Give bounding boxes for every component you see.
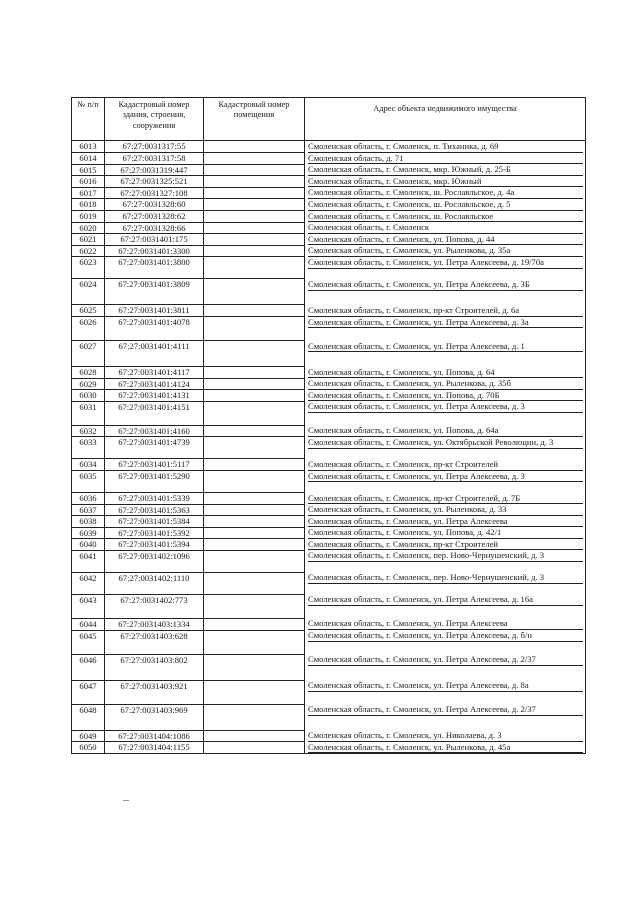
cell-room-cadastral xyxy=(204,618,305,630)
cell-building-cadastral: 67:27:0031401:4131 xyxy=(105,390,204,402)
cell-room-cadastral xyxy=(204,153,305,165)
cell-room-cadastral xyxy=(204,317,305,341)
cell-num: 6030 xyxy=(72,390,105,402)
cell-room-cadastral xyxy=(204,742,305,754)
cell-address xyxy=(305,245,586,257)
cell-room-cadastral xyxy=(204,437,305,459)
cell-room-cadastral xyxy=(204,390,305,402)
table-row xyxy=(72,199,586,211)
cell-building-cadastral: 67:27:0031403:802 xyxy=(105,654,204,680)
cell-num: 6043 xyxy=(72,594,105,618)
cell-room-cadastral xyxy=(204,471,305,493)
cell-room-cadastral xyxy=(204,401,305,425)
cell-building-cadastral: 67:27:0031401:4151 xyxy=(105,401,204,425)
cell-address xyxy=(305,742,586,754)
address-text: Смоленская область, г. Смоленск, пер. Ново-Чернушенский, д. 3 xyxy=(308,572,583,584)
cell-address xyxy=(305,594,586,618)
cell-building-cadastral: 67:27:0031402:773 xyxy=(105,594,204,618)
table-row xyxy=(72,550,586,572)
cell-address xyxy=(305,390,586,402)
address-text: Смоленская область, г. Смоленск xyxy=(308,222,583,234)
address-text: Смоленская область, г. Смоленск, п. Тиханика, д. 69 xyxy=(308,141,583,153)
cell-num: 6015 xyxy=(72,164,105,176)
address-text: Смоленская область, г. Смоленск, пр-кт Строителей, д. 6а xyxy=(308,305,583,317)
cell-room-cadastral xyxy=(204,222,305,234)
cell-address xyxy=(305,401,586,425)
address-text: Смоленская область, г. Смоленск, пр-кт Строителей, д. 7Б xyxy=(308,493,583,505)
cell-address xyxy=(305,704,586,730)
cell-building-cadastral: 67:27:0031401:4739 xyxy=(105,437,204,459)
cell-num: 6050 xyxy=(72,742,105,754)
table-row xyxy=(72,222,586,234)
address-text: Смоленская область, г. Смоленск, ул. Петра Алексеева, д. 3 xyxy=(308,401,583,413)
cell-num: 6036 xyxy=(72,493,105,505)
address-text: Смоленская область, г. Смоленск, мкр. Южный xyxy=(308,176,583,188)
cell-room-cadastral xyxy=(204,199,305,211)
cell-room-cadastral xyxy=(204,367,305,379)
table-header xyxy=(72,98,586,141)
header-row xyxy=(72,98,586,141)
cell-num: 6031 xyxy=(72,401,105,425)
cell-address xyxy=(305,187,586,199)
cell-room-cadastral xyxy=(204,459,305,471)
cell-building-cadastral: 67:27:0031317:55 xyxy=(105,141,204,153)
cell-building-cadastral: 67:27:0031328:62 xyxy=(105,211,204,223)
cell-num: 6024 xyxy=(72,279,105,305)
table-row xyxy=(72,742,586,754)
cell-address xyxy=(305,680,586,704)
cell-address xyxy=(305,493,586,505)
address-text: Смоленская область, г. Смоленск, ул. Петра Алексеева, д. 16а xyxy=(308,594,583,606)
cell-building-cadastral: 67:27:0031401:3809 xyxy=(105,279,204,305)
cell-building-cadastral: 67:27:0031401:3811 xyxy=(105,305,204,317)
cell-building-cadastral: 67:27:0031401:3300 xyxy=(105,245,204,257)
address-text: Смоленская область, г. Смоленск, ул. Рыленкова, д. 33 xyxy=(308,504,583,516)
document-page xyxy=(71,97,585,754)
cell-num: 6048 xyxy=(72,704,105,730)
cell-address xyxy=(305,176,586,188)
cell-num: 6014 xyxy=(72,153,105,165)
table-row xyxy=(72,390,586,402)
table-row xyxy=(72,437,586,459)
address-text: Смоленская область, г. Смоленск, ул. Попова, д. 64а xyxy=(308,425,583,437)
address-text: Смоленская область, г. Смоленск, ул. Петра Алексеева xyxy=(308,618,583,630)
table-row xyxy=(72,153,586,165)
cell-building-cadastral: 67:27:0031317:58 xyxy=(105,153,204,165)
cell-building-cadastral: 67:27:0031401:4160 xyxy=(105,425,204,437)
address-text: Смоленская область, г. Смоленск, ул. Петра Алексеева, д. б/н xyxy=(308,630,583,642)
table-row xyxy=(72,504,586,516)
cell-num: 6035 xyxy=(72,471,105,493)
table-row xyxy=(72,425,586,437)
cell-room-cadastral xyxy=(204,234,305,246)
cell-address xyxy=(305,630,586,654)
cell-address xyxy=(305,572,586,594)
cell-building-cadastral: 67:27:0031404:1086 xyxy=(105,730,204,742)
table-row xyxy=(72,654,586,680)
cell-address xyxy=(305,539,586,551)
cell-room-cadastral xyxy=(204,504,305,516)
cell-room-cadastral xyxy=(204,245,305,257)
cell-address xyxy=(305,550,586,572)
cell-address xyxy=(305,279,586,305)
cell-room-cadastral xyxy=(204,630,305,654)
table-row xyxy=(72,471,586,493)
cell-building-cadastral: 67:27:0031401:5392 xyxy=(105,527,204,539)
cell-building-cadastral: 67:27:0031401:5363 xyxy=(105,504,204,516)
address-text: Смоленская область, г. Смоленск, ш. Рославльское xyxy=(308,211,583,223)
cell-room-cadastral xyxy=(204,572,305,594)
cell-room-cadastral xyxy=(204,680,305,704)
cell-num: 6016 xyxy=(72,176,105,188)
cell-num: 6049 xyxy=(72,730,105,742)
cell-building-cadastral: 67:27:0031401:4111 xyxy=(105,341,204,367)
cell-num: 6019 xyxy=(72,211,105,223)
cell-address xyxy=(305,425,586,437)
cell-num: 6020 xyxy=(72,222,105,234)
cell-num: 6034 xyxy=(72,459,105,471)
address-text: Смоленская область, г. Смоленск, пр-кт Строителей xyxy=(308,459,583,471)
table-row xyxy=(72,527,586,539)
address-text: Смоленская область, г. Смоленск, ш. Рославльское, д. 5 xyxy=(308,199,583,211)
cell-building-cadastral: 67:27:0031401:4124 xyxy=(105,378,204,390)
table-row xyxy=(72,516,586,528)
cell-room-cadastral xyxy=(204,527,305,539)
table-row xyxy=(72,618,586,630)
cell-num: 6025 xyxy=(72,305,105,317)
address-text: Смоленская область, г. Смоленск, пер. Ново-Чернушенский, д. 3 xyxy=(308,550,583,562)
cell-room-cadastral xyxy=(204,704,305,730)
cell-address xyxy=(305,618,586,630)
cell-address xyxy=(305,459,586,471)
cell-address xyxy=(305,654,586,680)
cell-building-cadastral: 67:27:0031319:447 xyxy=(105,164,204,176)
address-text: Смоленская область, г. Смоленск, ул. Рыленкова, д. 35а xyxy=(308,245,583,257)
address-text: Смоленская область, г. Смоленск, ул. Петра Алексеева, д. 1 xyxy=(308,341,583,353)
cell-address xyxy=(305,257,586,279)
cell-room-cadastral xyxy=(204,516,305,528)
cell-room-cadastral xyxy=(204,425,305,437)
table-row xyxy=(72,341,586,367)
table-row xyxy=(72,680,586,704)
cell-room-cadastral xyxy=(204,539,305,551)
table-row xyxy=(72,630,586,654)
address-text: Смоленская область, г. Смоленск, ул. Петра Алексеева, д. 3а xyxy=(308,317,583,329)
cell-building-cadastral: 67:27:0031328:60 xyxy=(105,199,204,211)
table-row xyxy=(72,317,586,341)
address-text: Смоленская область, г. Смоленск, ул. Николаева, д. 3 xyxy=(308,730,583,742)
cell-num: 6038 xyxy=(72,516,105,528)
header-num: № п/п xyxy=(72,98,105,141)
cell-num: 6033 xyxy=(72,437,105,459)
table-row xyxy=(72,211,586,223)
table-row xyxy=(72,459,586,471)
cell-num: 6022 xyxy=(72,245,105,257)
cell-room-cadastral xyxy=(204,279,305,305)
cell-room-cadastral xyxy=(204,594,305,618)
cell-building-cadastral: 67:27:0031404:1155 xyxy=(105,742,204,754)
cell-room-cadastral xyxy=(204,257,305,279)
cell-room-cadastral xyxy=(204,550,305,572)
table-row xyxy=(72,493,586,505)
cell-address xyxy=(305,222,586,234)
address-text: Смоленская область, г. Смоленск, ш. Рославльское, д. 4а xyxy=(308,187,583,199)
cell-address xyxy=(305,516,586,528)
cell-num: 6045 xyxy=(72,630,105,654)
cell-num: 6023 xyxy=(72,257,105,279)
cell-room-cadastral xyxy=(204,730,305,742)
cell-address xyxy=(305,164,586,176)
cell-room-cadastral xyxy=(204,187,305,199)
cell-building-cadastral: 67:27:0031327:108 xyxy=(105,187,204,199)
address-text: Смоленская область, г. Смоленск, ул. Петра Алексеева, д. 2/37 xyxy=(308,704,583,716)
cell-building-cadastral: 67:27:0031403:1334 xyxy=(105,618,204,630)
address-text: Смоленская область, г. Смоленск, ул. Попова, д. 44 xyxy=(308,234,583,246)
address-text: Смоленская область, г. Смоленск, ул. Попова, д. 64 xyxy=(308,367,583,379)
address-text: Смоленская область, г. Смоленск, ул. Петра Алексеева, д. 2/37 xyxy=(308,654,583,666)
cell-room-cadastral xyxy=(204,305,305,317)
cell-building-cadastral: 67:27:0031403:628 xyxy=(105,630,204,654)
table-body xyxy=(72,141,586,754)
cell-num: 6021 xyxy=(72,234,105,246)
cell-building-cadastral: 67:27:0031402:1110 xyxy=(105,572,204,594)
cell-room-cadastral xyxy=(204,341,305,367)
cell-address xyxy=(305,317,586,341)
cell-num: 6040 xyxy=(72,539,105,551)
cell-address xyxy=(305,504,586,516)
table-row xyxy=(72,305,586,317)
cell-num: 6042 xyxy=(72,572,105,594)
table-row xyxy=(72,704,586,730)
cell-num: 6041 xyxy=(72,550,105,572)
cell-num: 6017 xyxy=(72,187,105,199)
cell-address xyxy=(305,141,586,153)
address-text: Смоленская область, г. Смоленск, мкр. Южный, д. 25-Б xyxy=(308,164,583,176)
cell-address xyxy=(305,367,586,379)
cell-num: 6039 xyxy=(72,527,105,539)
cell-num: 6047 xyxy=(72,680,105,704)
cell-num: 6018 xyxy=(72,199,105,211)
cell-num: 6027 xyxy=(72,341,105,367)
cell-address xyxy=(305,378,586,390)
header-address: Адрес объекта недвижимого имущества xyxy=(305,98,586,141)
cell-building-cadastral: 67:27:0031401:5384 xyxy=(105,516,204,528)
table-row xyxy=(72,539,586,551)
cell-room-cadastral xyxy=(204,164,305,176)
cell-room-cadastral xyxy=(204,378,305,390)
table-row xyxy=(72,279,586,305)
table-row xyxy=(72,257,586,279)
header-building-cadastral: Кадастровый номер здания, строения, сооружения xyxy=(105,98,204,141)
cell-building-cadastral: 67:27:0031325:521 xyxy=(105,176,204,188)
stray-mark xyxy=(123,800,129,801)
cell-num: 6044 xyxy=(72,618,105,630)
cell-address xyxy=(305,305,586,317)
cell-address xyxy=(305,341,586,367)
cell-num: 6013 xyxy=(72,141,105,153)
address-text: Смоленская область, г. Смоленск, ул. Попова, д. 42/1 xyxy=(308,527,583,539)
cell-num: 6046 xyxy=(72,654,105,680)
cell-room-cadastral xyxy=(204,211,305,223)
table-row xyxy=(72,730,586,742)
address-text: Смоленская область, г. Смоленск, ул. Попова, д. 70Б xyxy=(308,390,583,402)
cell-building-cadastral: 67:27:0031401:5117 xyxy=(105,459,204,471)
address-text: Смоленская область, г. Смоленск, ул. Петра Алексеева, д. 8а xyxy=(308,680,583,692)
property-registry-table xyxy=(71,97,586,754)
table-row xyxy=(72,594,586,618)
cell-num: 6037 xyxy=(72,504,105,516)
cell-address xyxy=(305,730,586,742)
address-text: Смоленская область, г. Смоленск, ул. Петра Алексеева, д. 3Б xyxy=(308,279,583,291)
table-row xyxy=(72,141,586,153)
address-text: Смоленская область, г. Смоленск, ул. Петра Алексеева, д. 3 xyxy=(308,471,583,483)
cell-room-cadastral xyxy=(204,176,305,188)
cell-building-cadastral: 67:27:0031401:5290 xyxy=(105,471,204,493)
table-row xyxy=(72,572,586,594)
address-text: Смоленская область, г. Смоленск, ул. Петра Алексеева, д. 19/70а xyxy=(308,257,583,269)
cell-address xyxy=(305,153,586,165)
cell-address xyxy=(305,211,586,223)
table-row xyxy=(72,234,586,246)
cell-building-cadastral: 67:27:0031403:969 xyxy=(105,704,204,730)
table-row xyxy=(72,176,586,188)
address-text: Смоленская область, г. Смоленск, пр-кт Строителей xyxy=(308,539,583,551)
cell-room-cadastral xyxy=(204,493,305,505)
table-row xyxy=(72,378,586,390)
address-text: Смоленская область, г. Смоленск, ул. Октябрьской Революции, д. 3 xyxy=(308,437,583,449)
cell-building-cadastral: 67:27:0031328:66 xyxy=(105,222,204,234)
table-row xyxy=(72,164,586,176)
cell-building-cadastral: 67:27:0031401:5394 xyxy=(105,539,204,551)
cell-address xyxy=(305,437,586,459)
cell-building-cadastral: 67:27:0031401:175 xyxy=(105,234,204,246)
cell-address xyxy=(305,527,586,539)
cell-num: 6028 xyxy=(72,367,105,379)
cell-room-cadastral xyxy=(204,654,305,680)
cell-address xyxy=(305,471,586,493)
cell-room-cadastral xyxy=(204,141,305,153)
header-room-cadastral: Кадастровый номер помещения xyxy=(204,98,305,141)
cell-building-cadastral: 67:27:0031402:1096 xyxy=(105,550,204,572)
cell-num: 6032 xyxy=(72,425,105,437)
cell-num: 6026 xyxy=(72,317,105,341)
cell-num: 6029 xyxy=(72,378,105,390)
table-row xyxy=(72,367,586,379)
cell-address xyxy=(305,234,586,246)
cell-building-cadastral: 67:27:0031401:3800 xyxy=(105,257,204,279)
cell-building-cadastral: 67:27:0031401:4078 xyxy=(105,317,204,341)
cell-building-cadastral: 67:27:0031403:921 xyxy=(105,680,204,704)
cell-building-cadastral: 67:27:0031401:4117 xyxy=(105,367,204,379)
table-row xyxy=(72,187,586,199)
cell-address xyxy=(305,199,586,211)
address-text: Смоленская область, г. Смоленск, ул. Рыленкова, д. 45а xyxy=(308,742,583,754)
address-text: Смоленская область, г. Смоленск, ул. Рыленкова, д. 35б xyxy=(308,378,583,390)
address-text: Смоленская область, г. Смоленск, ул. Петра Алексеева xyxy=(308,516,583,528)
address-text: Смоленская область, д. 71 xyxy=(308,153,583,165)
table-row xyxy=(72,401,586,425)
table-row xyxy=(72,245,586,257)
cell-building-cadastral: 67:27:0031401:5339 xyxy=(105,493,204,505)
